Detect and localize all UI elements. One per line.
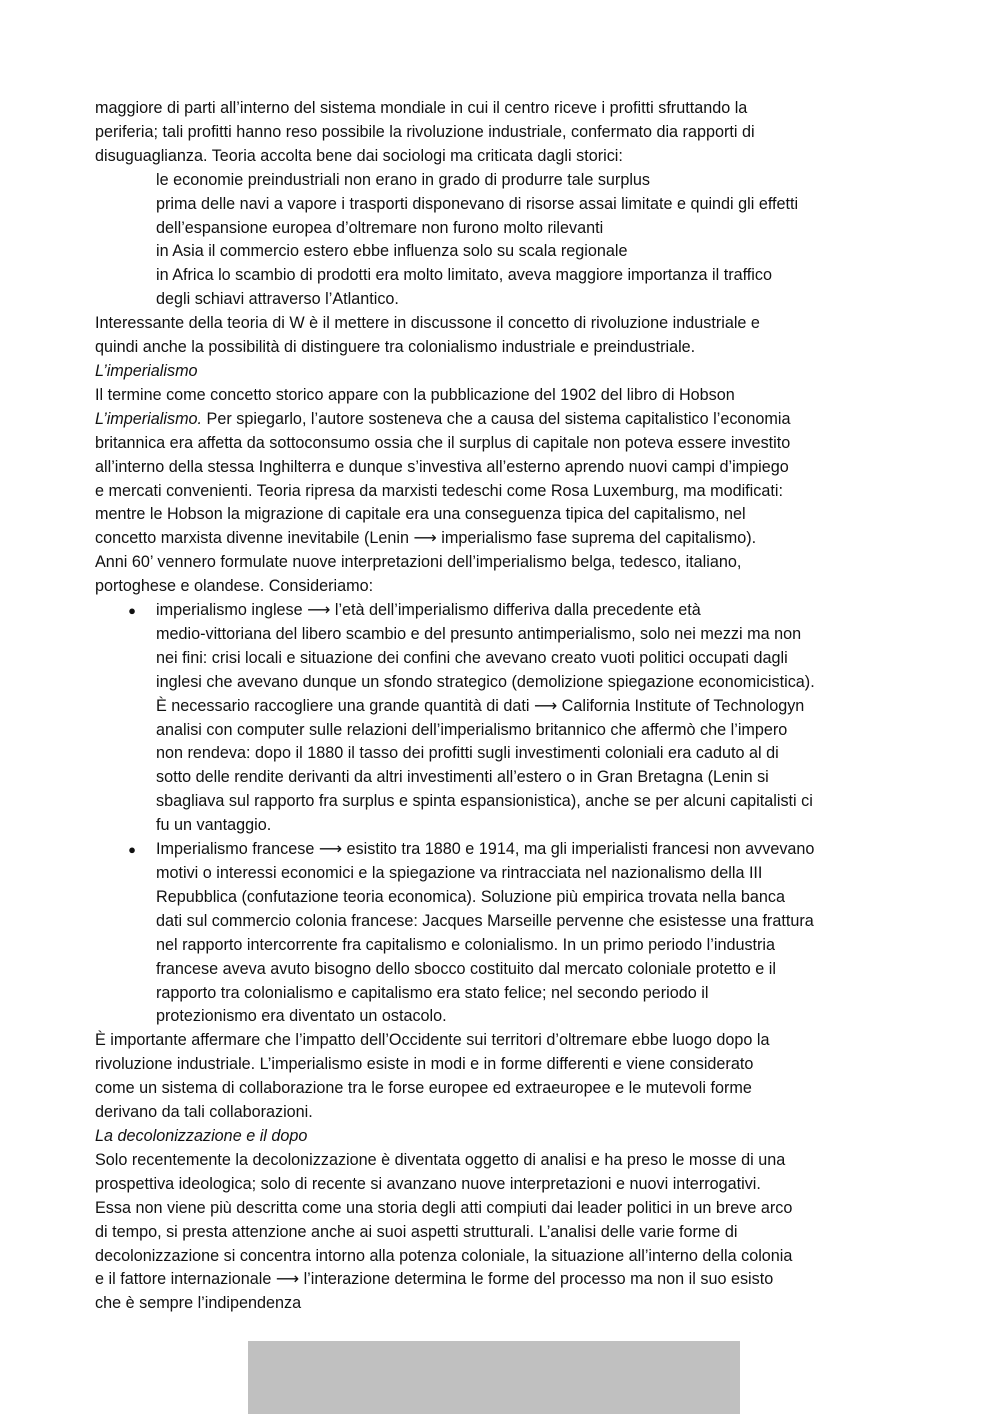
text-line: È importante affermare che l’impatto dell’Occidente sui territori d’oltremare ebbe luogo dopo la: [95, 1031, 770, 1050]
text-line: motivi o interessi economici e la spiegazione va rintracciata nel nazionalismo della III: [156, 864, 763, 882]
text-line: Imperialismo francese ⟶ esistito tra 1880 e 1914, ma gli imperialisti francesi non avvevano: [156, 840, 815, 859]
text-line: concetto marxista divenne inevitabile (Lenin ⟶ imperialismo fase suprema del capitalismo).: [95, 529, 757, 548]
text-line: Solo recentemente la decolonizzazione è diventata oggetto di analisi e ha preso le mosse di una: [95, 1150, 786, 1169]
critique-item: le economie preindustriali non erano in grado di produrre tale surplus: [156, 170, 651, 189]
paragraph-wallerstein-interest: [95, 312, 915, 360]
text-line: fu un vantaggio.: [156, 816, 272, 835]
text-line: e mercati convenienti. Teoria ripresa da marxisti tedeschi come Rosa Luxemburg, ma modificati:: [95, 481, 783, 500]
bullet-icon: ●: [128, 603, 136, 619]
text-line: decolonizzazione si concentra intorno alla potenza coloniale, la situazione all’interno della colonia: [95, 1246, 793, 1265]
paragraph-hobson: [95, 384, 915, 599]
text-line: rapporto tra colonialismo e capitalismo era stato felice; nel secondo periodo il: [156, 983, 709, 1002]
text-line: imperialismo inglese ⟶ l’età dell’imperialismo differiva dalla precedente età: [156, 601, 701, 620]
text-line: sotto delle rendite derivanti da altri investimenti all’estero o in Gran Bretagna (Lenin si: [156, 768, 769, 787]
document-page: [95, 97, 915, 1316]
section-heading-imperialismo: L’imperialismo: [95, 361, 198, 380]
text-line: Repubblica (confutazione teoria economica). Soluzione più empirica trovata nella banca: [156, 887, 785, 906]
text-line: francese aveva avuto bisogno dello sbocco costituito dal mercato coloniale protetto e il: [156, 959, 776, 978]
section-heading-decolonizzazione: La decolonizzazione e il dopo: [95, 1126, 308, 1145]
text-line: protezionismo era diventato un ostacolo.: [156, 1007, 447, 1026]
text-line: disuguaglianza. Teoria accolta bene dai sociologi ma criticata dagli storici:: [95, 146, 623, 165]
text-line: medio-vittoriana del libero scambio e del presunto antimperialismo, solo nei mezzi ma non: [156, 624, 802, 643]
critique-item: prima delle navi a vapore i trasporti disponevano di risorse assai limitate e quindi gli effetti: [156, 194, 799, 213]
text-line: È necessario raccogliere una grande quantità di dati ⟶ California Institute of Technologyn: [156, 696, 805, 715]
text-line: quindi anche la possibilità di distinguere tra colonialismo industriale e preindustriale.: [95, 338, 696, 357]
bullet-icon: ●: [128, 842, 136, 858]
text-line: mentre le Hobson la migrazione di capitale era una conseguenza tipica del capitalismo, nel: [95, 505, 746, 524]
bullet-item-imperialismo-francese: [95, 838, 915, 1029]
book-title: L’imperialismo.: [95, 409, 203, 428]
text-line: sbagliava sul rapporto fra surplus e spinta espansionistica), anche se per alcuni capitalisti ci: [156, 792, 813, 811]
text-line: dati sul commercio colonia francese: Jacques Marseille pervenne che esistesse una frattura: [156, 911, 814, 930]
text-line: Essa non viene più descritta come una storia degli atti compiuti dai leader politici in un breve arco: [95, 1198, 793, 1217]
text-line: analisi con computer sulle relazioni dell’imperialismo britannico che affermò che l’impero: [156, 720, 788, 739]
text-line: all’interno della stessa Inghilterra e dunque s’investiva all’esterno aprendo nuovi campi d’impiego: [95, 457, 789, 476]
critique-item: dell’espansione europea d’oltremare non furono molto rilevanti: [156, 218, 604, 237]
text-line: maggiore di parti all’interno del sistema mondiale in cui il centro riceve i profitti sfruttando la: [95, 99, 748, 117]
critique-item: degli schiavi attraverso l’Atlantico.: [156, 290, 399, 309]
text-line: portoghese e olandese. Consideriamo:: [95, 577, 374, 596]
critique-item: in Asia il commercio estero ebbe influenza solo su scala regionale: [156, 242, 628, 261]
text-line: non rendeva: dopo il 1880 il tasso dei profitti sugli investimenti coloniali era caduto al di: [156, 744, 779, 763]
text-line: [95, 408, 915, 432]
text-line: derivano da tali collaborazioni.: [95, 1103, 313, 1122]
paragraph-impatto-occidente: [95, 1029, 915, 1125]
text-line: che è sempre l’indipendenza: [95, 1294, 302, 1313]
text-line: britannica era affetta da sottoconsumo ossia che il surplus di capitale non poteva essere investito: [95, 433, 791, 452]
paragraph-decolonizzazione: [95, 1149, 915, 1316]
text-line: e il fattore internazionale ⟶ l’interazione determina le forme del processo ma non il suo esisto: [95, 1270, 774, 1289]
text-line: Interessante della teoria di W è il mettere in discussone il concetto di rivoluzione industriale e: [95, 314, 760, 333]
text-line: Anni 60’ vennero formulate nuove interpretazioni dell’imperialismo belga, tedesco, italiano,: [95, 553, 742, 572]
text-line: come un sistema di collaborazione tra le forse europee ed extraeuropee e le mutevoli forme: [95, 1079, 752, 1098]
text-line: di tempo, si presta attenzione anche ai suoi aspetti strutturali. L’analisi delle varie forme di: [95, 1222, 738, 1241]
critique-list: [95, 169, 915, 312]
text-line: inglesi che avevano dunque un sfondo strategico (demolizione spiegazione economicistica).: [156, 672, 815, 691]
bullet-item-imperialismo-inglese: [95, 599, 915, 838]
paragraph-wallerstein-end: [95, 97, 915, 169]
text-line: nel rapporto intercorrente fra capitalismo e colonialismo. In un primo periodo l’industria: [156, 935, 776, 954]
text-line: prospettiva ideologica; solo di recente si avanzano nuove interpretazioni e nuovi interrogativi.: [95, 1174, 761, 1193]
footer-placeholder-box: [248, 1341, 740, 1414]
critique-item: in Africa lo scambio di prodotti era molto limitato, aveva maggiore importanza il traffico: [156, 266, 773, 285]
text-line: rivoluzione industriale. L’imperialismo esiste in modi e in forme differenti e viene considerato: [95, 1055, 754, 1074]
text-line: nei fini: crisi locali e situazione dei confini che avevano creato vuoti politici occupati dagli: [156, 648, 788, 667]
text-line: Il termine come concetto storico appare con la pubblicazione del 1902 del libro di Hobson: [95, 385, 735, 404]
text-span: Per spiegarlo, l’autore sosteneva che a causa del sistema capitalistico l’economia: [202, 409, 791, 428]
text-line: periferia; tali profitti hanno reso possibile la rivoluzione industriale, confermato dia rapporti di: [95, 122, 755, 141]
